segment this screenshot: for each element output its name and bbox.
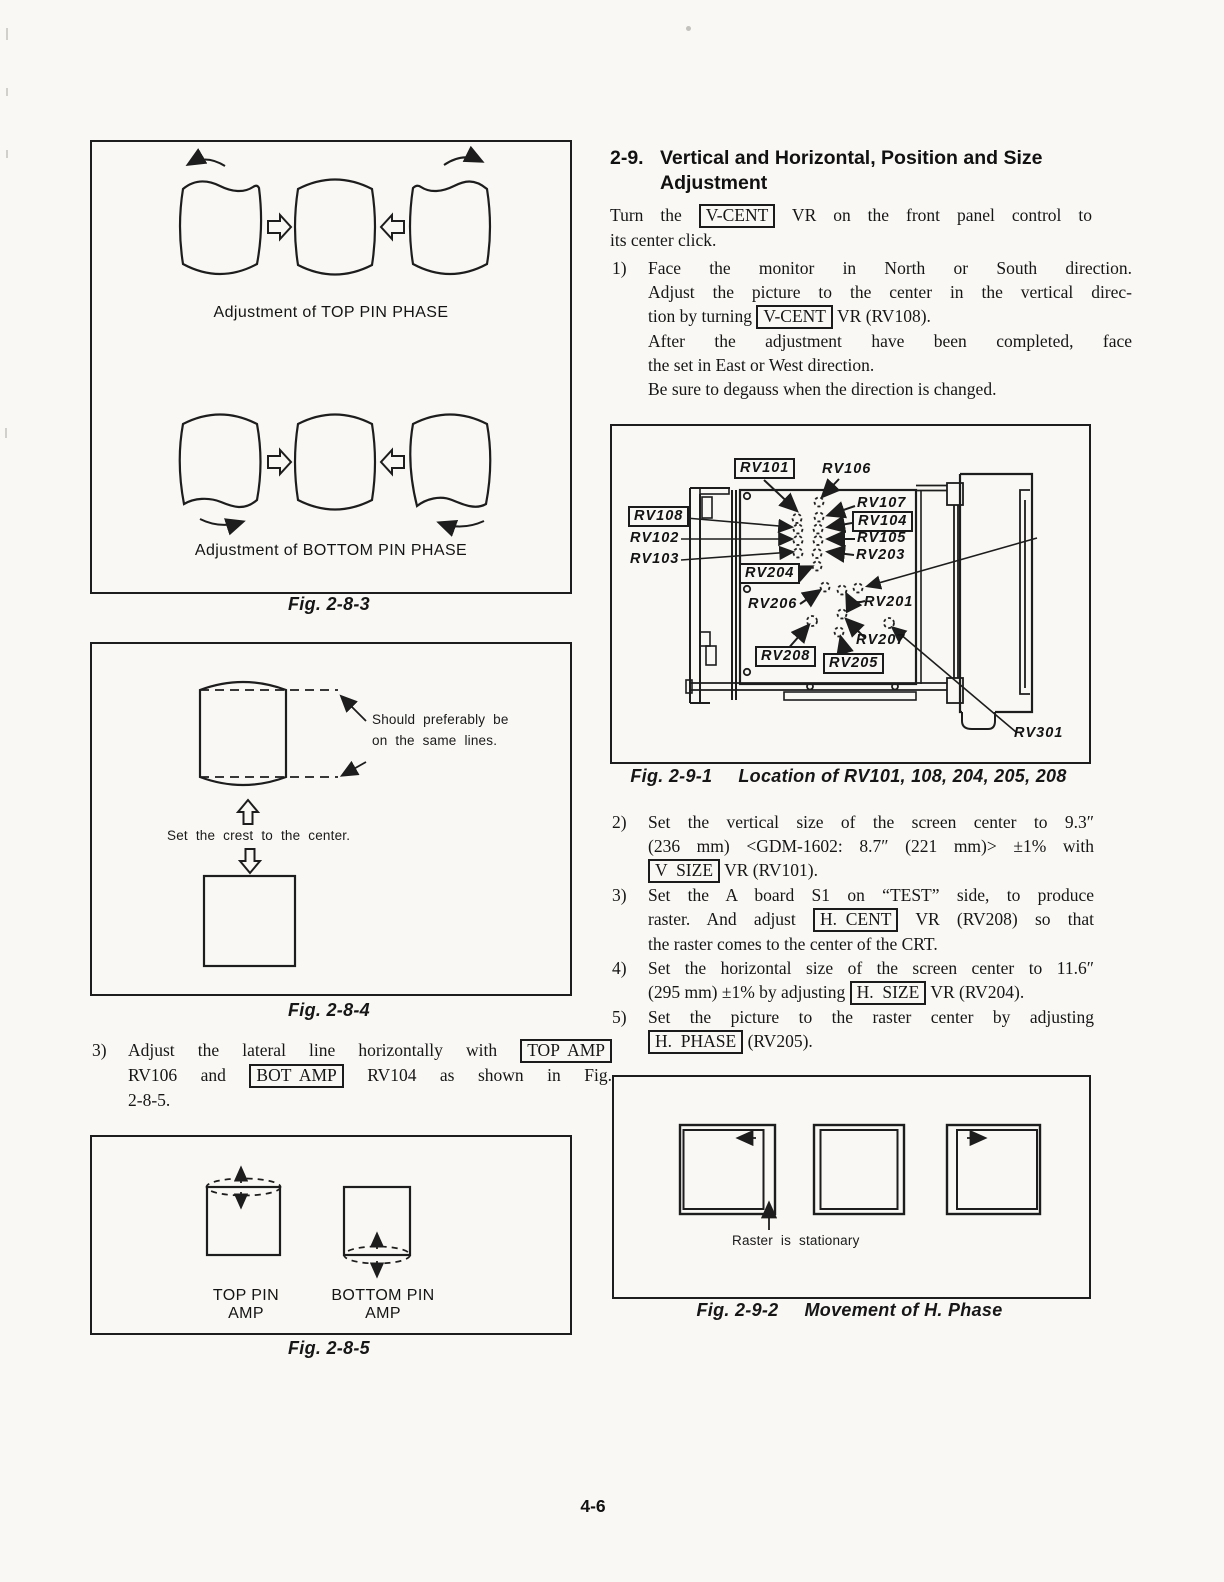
text-line: [648, 1005, 1094, 1029]
fig-2-9-1-caption: [610, 766, 1087, 787]
text-line: [128, 1063, 612, 1088]
text-segment: Adjust the picture to the center in the vertical direc-: [648, 282, 1132, 302]
figure-2-9-2: [612, 1075, 1091, 1299]
intro-paragraph: [610, 203, 1092, 252]
text-segment: RV106 and: [128, 1065, 250, 1085]
text-line: [648, 932, 1094, 956]
list-item-3-text: [648, 883, 1094, 956]
same-lines-note-line2: on the same lines.: [372, 733, 498, 748]
fig-2-9-1-caption-text: Location of RV101, 108, 204, 205, 208: [738, 766, 1067, 786]
fig-2-8-5-caption: Fig. 2-8-5: [287, 1338, 370, 1358]
top-pin-phase-label: Adjustment of TOP PIN PHASE: [213, 304, 449, 321]
label-rv207: RV207: [856, 632, 906, 648]
text-line: [648, 377, 1132, 401]
label-rv105: RV105: [857, 530, 907, 546]
item-number: 5): [612, 1007, 627, 1027]
list-item-4: [610, 956, 1094, 1005]
label-rv104: RV104: [852, 511, 913, 532]
list-item-2-text: [648, 810, 1094, 883]
figure-2-8-5: [90, 1135, 572, 1335]
numbered-steps: [610, 810, 1094, 1054]
text-segment: VR (RV108).: [832, 306, 931, 326]
text-line: [648, 329, 1132, 353]
label-rv107: RV107: [857, 495, 907, 511]
boxed-term: H. SIZE: [850, 981, 927, 1005]
section-number: 2-9.: [610, 147, 644, 169]
label-rv301: RV301: [1014, 725, 1064, 741]
raster-stationary-note: Raster is stationary: [732, 1233, 860, 1248]
list-item-1: [610, 256, 1132, 401]
text-line: [648, 810, 1094, 834]
text-segment: tion by turning: [648, 306, 757, 326]
list-item-1-text: [648, 256, 1132, 401]
text-segment: VR (RV204).: [926, 982, 1025, 1002]
boxed-term: V-CENT: [699, 204, 776, 228]
item-number: 2): [612, 812, 627, 832]
top-pin-amp-label: TOP PIN AMP: [212, 1287, 280, 1322]
boxed-term: BOT AMP: [249, 1064, 343, 1088]
item-number: 3): [92, 1040, 107, 1060]
text-segment: Turn the: [610, 205, 699, 225]
text-segment: (RV205).: [743, 1031, 813, 1051]
text-segment: (236 mm) <GDM-1602: 8.7″ (221 mm)> ±1% with: [648, 836, 1094, 856]
text-segment: Be sure to degauss when the direction is changed.: [648, 379, 997, 399]
list-item-3: [610, 883, 1094, 956]
item-number: 3): [612, 885, 627, 905]
list-item-4-text: [648, 956, 1094, 1005]
same-lines-note-line1: Should preferably be: [372, 712, 509, 727]
text-segment: After the adjustment have been completed, face: [648, 331, 1132, 351]
label-rv205: RV205: [823, 653, 884, 674]
text-line: [648, 907, 1094, 932]
section-heading: [610, 146, 1092, 196]
text-segment: Set the horizontal size of the screen center to 11.6″: [648, 958, 1094, 978]
label-rv204: RV204: [739, 563, 800, 584]
text-line: [610, 228, 1092, 252]
figure-2-8-3: [90, 140, 572, 594]
text-line: [648, 956, 1094, 980]
boxed-term: H. PHASE: [648, 1030, 743, 1054]
text-segment: raster. And adjust: [648, 909, 813, 929]
text-line: [648, 304, 1132, 329]
label-rv102: RV102: [630, 530, 680, 546]
page-number: 4-6: [580, 1496, 606, 1516]
figure-2-9-1: [610, 424, 1091, 764]
text-segment: the set in East or West direction.: [648, 355, 875, 375]
text-line: [648, 280, 1132, 304]
text-segment: Set the vertical size of the screen center to 9.3″: [648, 812, 1094, 832]
text-segment: (295 mm) ±1% by adjusting: [648, 982, 850, 1002]
text-segment: Set the A board S1 on “TEST” side, to produce: [648, 885, 1094, 905]
text-segment: 2-8-5.: [128, 1090, 171, 1110]
text-segment: VR (RV101).: [720, 860, 818, 880]
fig-2-9-2-caption: [612, 1300, 1087, 1321]
scan-artifact: [6, 28, 8, 40]
label-rv206: RV206: [748, 596, 798, 612]
scan-artifact: [6, 150, 8, 158]
text-segment: VR (RV208) so that: [898, 909, 1094, 929]
text-segment: VR on the front panel control to: [775, 205, 1092, 225]
list-item-3-left-text: [128, 1038, 612, 1112]
item-number: 1): [612, 258, 627, 278]
text-segment: Adjust the lateral line horizontally with: [128, 1040, 521, 1060]
fig-2-9-1-caption-number: Fig. 2-9-1: [630, 766, 713, 786]
label-rv201: RV201: [864, 594, 914, 610]
text-line: [610, 203, 1092, 228]
crest-note: Set the crest to the center.: [167, 828, 351, 843]
text-segment: its center click.: [610, 230, 717, 250]
fig-2-9-2-caption-number: Fig. 2-9-2: [696, 1300, 779, 1320]
list-item-5-text: [648, 1005, 1094, 1054]
boxed-term: H. CENT: [813, 908, 898, 932]
scan-artifact: [5, 428, 7, 438]
text-segment: Face the monitor in North or South direction.: [648, 258, 1132, 278]
text-line: [648, 353, 1132, 377]
text-line: [648, 834, 1094, 858]
label-rv108: RV108: [628, 506, 689, 527]
figure-2-8-4: [90, 642, 572, 996]
text-line: [648, 980, 1094, 1005]
text-segment: Set the picture to the raster center by adjusting: [648, 1007, 1094, 1027]
list-item-2: [610, 810, 1094, 883]
text-line: [648, 883, 1094, 907]
list-item-3-left: [90, 1038, 612, 1112]
item-number: 4): [612, 958, 627, 978]
list-item-5: [610, 1005, 1094, 1054]
fig-2-8-3-caption: Fig. 2-8-3: [287, 594, 370, 614]
boxed-term: V-CENT: [756, 305, 833, 329]
text-segment: RV104 as shown in Fig.: [343, 1065, 612, 1085]
section-title-line1: Vertical and Horizontal, Position and Size: [660, 147, 1043, 169]
text-line: [648, 858, 1094, 883]
scan-artifact: [6, 88, 8, 96]
section-title-line2: Adjustment: [660, 172, 768, 194]
text-line: [128, 1088, 612, 1112]
scan-speck: [686, 26, 691, 31]
text-line: [128, 1038, 612, 1063]
bottom-pin-phase-label: Adjustment of BOTTOM PIN PHASE: [194, 542, 468, 559]
label-rv208: RV208: [755, 646, 816, 667]
fig-2-8-4-drawing: [92, 644, 570, 994]
text-segment: the raster comes to the center of the CRT.: [648, 934, 938, 954]
boxed-term: V SIZE: [648, 859, 720, 883]
bottom-pin-amp-label: BOTTOM PIN AMP: [331, 1287, 435, 1322]
fig-2-9-2-drawing: [614, 1077, 1089, 1297]
fig-2-8-4-caption: Fig. 2-8-4: [287, 1000, 370, 1020]
label-rv101: RV101: [734, 458, 795, 479]
fig-2-9-2-caption-text: Movement of H. Phase: [804, 1300, 1003, 1320]
text-line: [648, 256, 1132, 280]
boxed-term: TOP AMP: [520, 1039, 612, 1063]
label-rv203: RV203: [856, 547, 906, 563]
fig-2-8-3-drawing: [92, 142, 570, 592]
label-rv103: RV103: [630, 551, 680, 567]
label-rv106: RV106: [822, 461, 872, 477]
text-line: [648, 1029, 1094, 1054]
